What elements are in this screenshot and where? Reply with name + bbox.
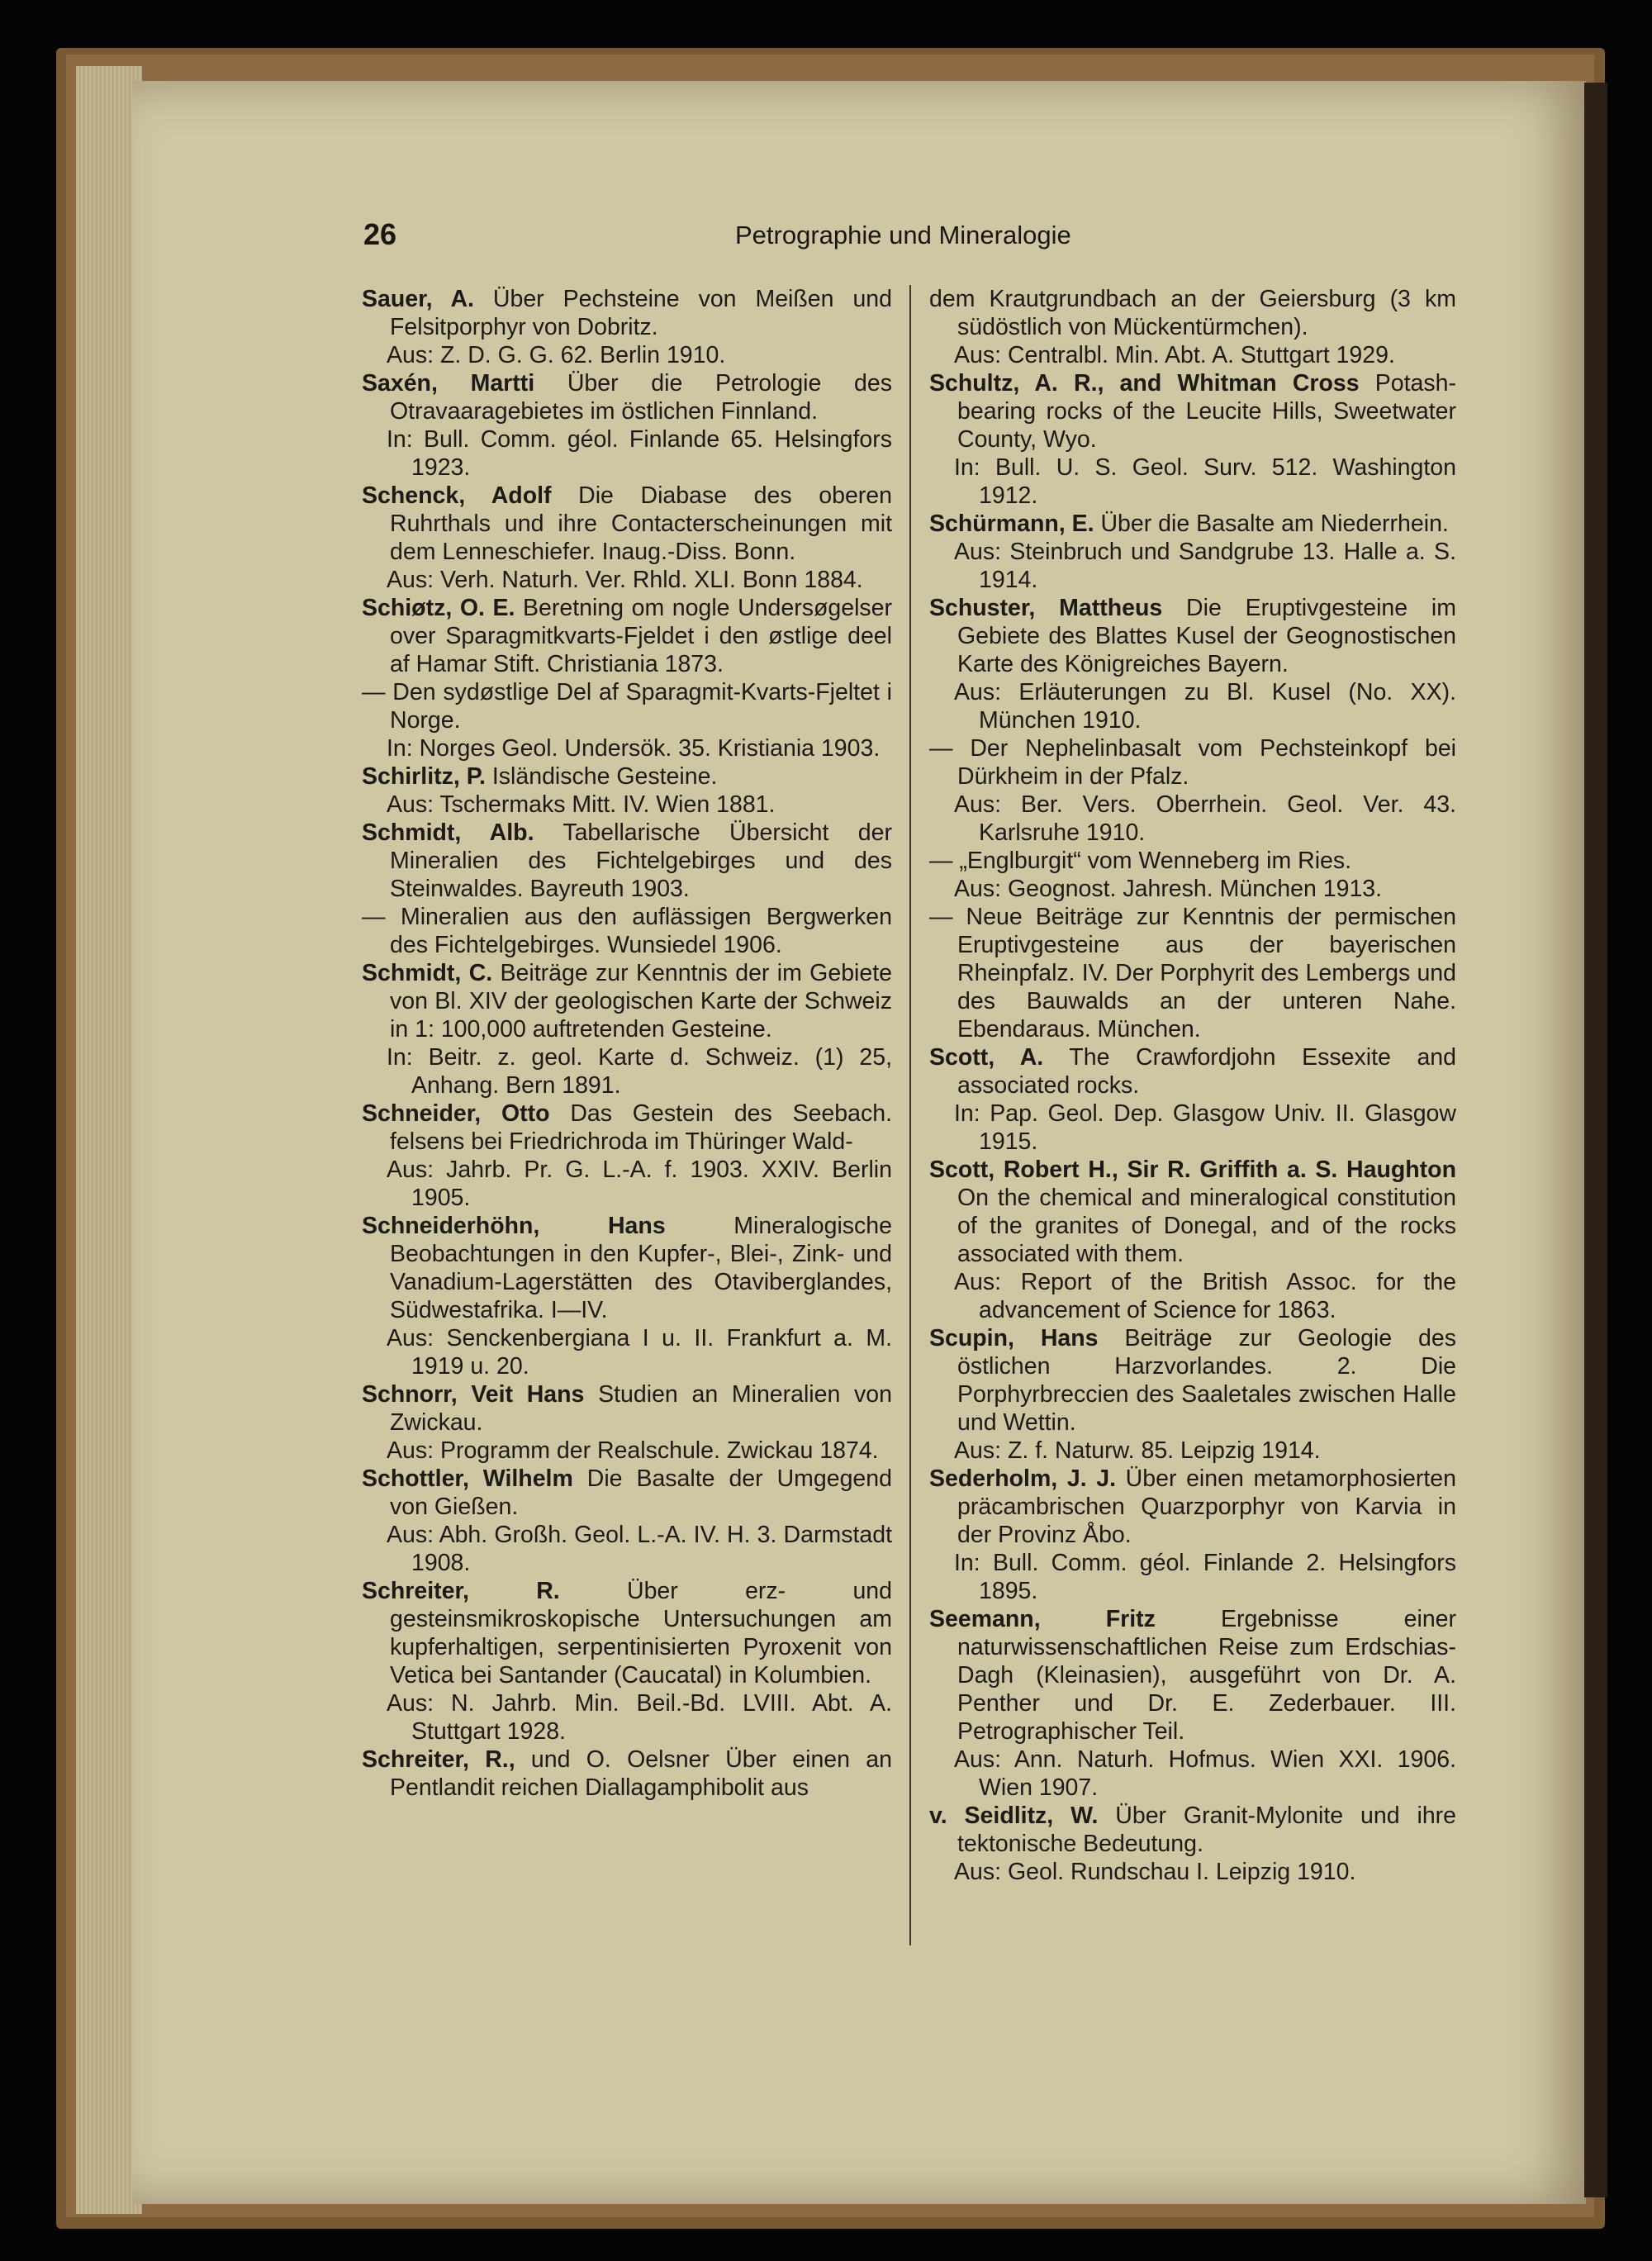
bibliography-entry — [929, 1605, 1456, 1746]
entry-text: Aus: Abh. Großh. Geol. L.-A. IV. H. 3. Darmstadt 1908. — [387, 1522, 892, 1576]
entry-text: In: Bull. Comm. géol. Finlande 2. Helsingfors 1895. — [954, 1550, 1456, 1604]
entry-author: Schottler, Wilhelm — [362, 1465, 573, 1492]
entry-text: Über Pechsteine von Meißen und Felsitporphyr von Dobritz. — [390, 286, 892, 340]
entry-text: Über Granit-Mylonite und ihre tektonische Bedeutung. — [957, 1803, 1457, 1857]
entry-text: Aus: Steinbruch und Sandgrube 13. Halle a. S. 1914. — [954, 539, 1456, 593]
bibliography-entry — [929, 1465, 1456, 1549]
entry-author: Schnorr, Veit Hans — [362, 1381, 585, 1408]
bibliography-entry — [362, 819, 892, 903]
bibliography-entry — [929, 847, 1456, 875]
right-column — [929, 285, 1456, 1886]
entry-text: Über die Petrologie des Otravaaragebietes im östlichen Finnland. — [390, 370, 892, 425]
entry-author: Schürmann, E. — [929, 511, 1094, 537]
bibliography-entry — [929, 1043, 1456, 1100]
source-line — [929, 1268, 1456, 1324]
bibliography-entry — [929, 285, 1456, 341]
source-line — [929, 454, 1456, 510]
entry-text: Über erz- und gesteinsmikroskopische Untersuchungen am kupferhaltigen, serpentinisierten Pyroxenit von Vetica bei Santander (Caucatal) in Kolumbien. — [390, 1578, 892, 1689]
entry-text: Aus: Senckenbergiana I u. II. Frankfurt a. M. 1919 u. 20. — [387, 1325, 892, 1380]
entry-author: Schenck, Adolf — [362, 482, 552, 509]
entry-text: Über einen metamorphosierten präcambrischen Quarzporphyr von Karvia in der Provinz Åbo. — [957, 1465, 1456, 1548]
source-line — [362, 1437, 892, 1465]
entry-text: — Den sydøstlige Del af Sparagmit-Kvarts-Fjeltet i Norge. — [362, 679, 892, 734]
entry-text: Beretning om nogle Undersøgelser over Sparagmitkvarts-Fjeldet i den østlige deel af Hamar Stift. Christiania 1873. — [390, 595, 892, 677]
entry-author: Schneider, Otto — [362, 1100, 550, 1127]
entry-text: In: Bull. U. S. Geol. Surv. 512. Washington 1912. — [954, 454, 1456, 509]
bibliography-entry — [929, 734, 1456, 791]
entry-text: In: Pap. Geol. Dep. Glasgow Univ. II. Glasgow 1915. — [954, 1100, 1456, 1155]
entry-text: On the chemical and mineralogical constitution of the granites of Donegal, and of the rocks associated with them. — [957, 1185, 1456, 1267]
bibliography-entry — [929, 369, 1456, 454]
entry-text: Beiträge zur Kenntnis der im Gebiete von Bl. XIV der geologischen Karte der Schweiz in 1: 100,000 auftretenden Gesteine. — [390, 960, 893, 1043]
bibliography-entry — [362, 1100, 892, 1156]
entry-text: Aus: Ann. Naturh. Hofmus. Wien XXI. 1906. Wien 1907. — [954, 1746, 1456, 1801]
gutter-shadow — [1584, 83, 1607, 2197]
entry-text: Potash-bearing rocks of the Leucite Hills, Sweetwater County, Wyo. — [957, 370, 1456, 453]
entry-text: dem Krautgrundbach an der Geiersburg (3 km südöstlich von Mückentürmchen). — [929, 286, 1456, 340]
entry-text: Aus: Jahrb. Pr. G. L.-A. f. 1903. XXIV. Berlin 1905. — [387, 1157, 892, 1211]
entry-text: In: Beitr. z. geol. Karte d. Schweiz. (1) 25, Anhang. Bern 1891. — [387, 1044, 892, 1099]
entry-author: Scupin, Hans — [929, 1325, 1099, 1351]
bibliography-entry — [929, 510, 1456, 538]
source-line — [929, 791, 1456, 847]
entry-text: und O. Oelsner Über einen an Pentlandit reichen Diallagamphibolit aus — [390, 1746, 892, 1801]
entry-author: Schreiter, R. — [362, 1578, 560, 1604]
entry-text: — Mineralien aus den auflässigen Bergwerken des Fichtelgebirges. Wunsiedel 1906. — [362, 904, 892, 958]
entry-text: Ergebnisse einer naturwissenschaftlichen Reise zum Erdschias-Dagh (Kleinasien), ausgeführt von Dr. A. Penther und Dr. E. Zederbauer. III. Petrographischer Teil. — [957, 1606, 1457, 1745]
entry-text: Aus: Tschermaks Mitt. IV. Wien 1881. — [387, 791, 776, 818]
bibliography-entry — [362, 903, 892, 959]
source-line — [362, 1156, 892, 1212]
bibliography-entry — [929, 1324, 1456, 1437]
source-line — [929, 1746, 1456, 1802]
entry-text: Aus: Ber. Vers. Oberrhein. Geol. Ver. 43. Karlsruhe 1910. — [954, 791, 1456, 846]
source-line — [362, 791, 892, 819]
entry-text: — Der Nephelinbasalt vom Pechsteinkopf bei Dürkheim in der Pfalz. — [929, 735, 1456, 790]
bibliography-entry — [362, 762, 892, 791]
entry-text: Aus: Centralbl. Min. Abt. A. Stuttgart 1929. — [954, 342, 1395, 368]
entry-text: Studien an Mineralien von Zwickau. — [390, 1381, 892, 1436]
bibliography-entry — [362, 1577, 892, 1689]
bibliography-entry — [362, 1746, 892, 1802]
page-title: Petrographie und Mineralogie — [735, 221, 1071, 249]
entry-text: Mineralogische Beobachtungen in den Kupfer-, Blei-, Zink- und Vanadium-Lagerstätten des Otaviberglandes, Südwestafrika. I—IV. — [390, 1213, 892, 1323]
entry-text: Das Gestein des Seebach. felsens bei Friedrichroda im Thüringer Wald- — [390, 1100, 892, 1155]
entry-text: Aus: Z. D. G. G. 62. Berlin 1910. — [387, 342, 726, 368]
entry-text: Aus: Programm der Realschule. Zwickau 1874. — [387, 1437, 879, 1464]
source-line — [362, 341, 892, 369]
bibliography-entry — [362, 1380, 892, 1437]
entry-author: Scott, Robert H., Sir R. Griffith a. S. Haughton — [929, 1157, 1456, 1183]
entry-text: Beiträge zur Geologie des östlichen Harzvorlandes. 2. Die Porphyrbreccien des Saaletales zwischen Halle und Wettin. — [957, 1325, 1456, 1436]
source-line — [929, 538, 1456, 594]
entry-author: Schiøtz, O. E. — [362, 595, 515, 621]
bibliography-entry — [362, 1212, 892, 1324]
entry-text: Aus: Report of the British Assoc. for the advancement of Science for 1863. — [954, 1269, 1456, 1323]
bibliography-entry — [362, 482, 892, 566]
bibliography-entry — [362, 369, 892, 425]
bibliography-entry — [362, 285, 892, 341]
bibliography-entry — [362, 959, 892, 1043]
entry-text: Über die Basalte am Niederrhein. — [1094, 511, 1449, 537]
entry-author: Schmidt, Alb. — [362, 819, 534, 846]
entry-text: In: Bull. Comm. géol. Finlande 65. Helsingfors 1923. — [387, 426, 892, 481]
entry-author: Seemann, Fritz — [929, 1606, 1156, 1632]
entry-text: Aus: Verh. Naturh. Ver. Rhld. XLI. Bonn 1884. — [387, 567, 863, 593]
entry-text: — „Englburgit“ vom Wenneberg im Ries. — [929, 848, 1352, 874]
source-line — [929, 678, 1456, 734]
entry-author: v. Seidlitz, W. — [929, 1803, 1099, 1829]
source-line — [362, 1521, 892, 1577]
entry-author: Schultz, A. R., and Whitman Cross — [929, 370, 1360, 397]
entry-author: Sauer, A. — [362, 286, 474, 312]
source-line — [362, 1324, 892, 1380]
source-line — [362, 566, 892, 594]
entry-text: Isländische Gesteine. — [485, 763, 718, 790]
entry-author: Schuster, Mattheus — [929, 595, 1163, 621]
source-line — [362, 734, 892, 762]
entry-text: The Crawfordjohn Essexite and associated rocks. — [957, 1044, 1456, 1099]
source-line — [362, 425, 892, 482]
entry-text: Aus: Z. f. Naturw. 85. Leipzig 1914. — [954, 1437, 1321, 1464]
entry-text: Aus: N. Jahrb. Min. Beil.-Bd. LVIII. Abt. A. Stuttgart 1928. — [387, 1690, 892, 1745]
entry-author: Schreiter, R., — [362, 1746, 515, 1773]
left-column — [362, 285, 892, 1802]
source-line — [362, 1689, 892, 1746]
column-divider — [909, 285, 911, 1945]
source-line — [929, 1100, 1456, 1156]
entry-author: Schirlitz, P. — [362, 763, 486, 790]
bibliography-entry — [362, 678, 892, 734]
entry-text: Aus: Erläuterungen zu Bl. Kusel (No. XX). München 1910. — [954, 679, 1456, 734]
bibliography-entry — [929, 1802, 1456, 1858]
page-number: 26 — [363, 217, 397, 251]
bibliography-entry — [929, 594, 1456, 678]
entry-text: Die Basalte der Umgegend von Gießen. — [390, 1465, 892, 1520]
entry-text: — Neue Beiträge zur Kenntnis der permischen Eruptivgesteine aus der bayerischen Rheinpfalz. IV. Der Porphyrit des Lembergs und des Bauwalds an der unteren Nahe. Ebendaraus. München. — [929, 904, 1456, 1043]
bibliography-entry — [929, 1156, 1456, 1268]
entry-text: Aus: Geol. Rundschau I. Leipzig 1910. — [954, 1859, 1356, 1885]
entry-text: Tabellarische Übersicht der Mineralien des Fichtelgebirges und des Steinwaldes. Bayreuth 1903. — [390, 819, 892, 902]
entry-text: Die Eruptivgesteine im Gebiete des Blattes Kusel der Geognostischen Karte des Königreiches Bayern. — [957, 595, 1456, 677]
entry-author: Sederholm, J. J. — [929, 1465, 1117, 1492]
source-line — [929, 1858, 1456, 1886]
source-line — [929, 875, 1456, 903]
source-line — [929, 341, 1456, 369]
bibliography-entry — [362, 594, 892, 678]
entry-author: Schmidt, C. — [362, 960, 493, 986]
source-line — [929, 1437, 1456, 1465]
entry-text: Die Diabase des oberen Ruhrthals und ihre Contacterscheinungen mit dem Lenneschiefer. Inaug.-Diss. Bonn. — [390, 482, 892, 565]
entry-text: Aus: Geognost. Jahresh. München 1913. — [954, 876, 1383, 902]
entry-author: Schneiderhöhn, Hans — [362, 1213, 666, 1239]
source-line — [362, 1043, 892, 1100]
bibliography-entry — [929, 903, 1456, 1043]
entry-author: Scott, A. — [929, 1044, 1044, 1071]
bibliography-entry — [362, 1465, 892, 1521]
source-line — [929, 1549, 1456, 1605]
entry-author: Saxén, Martti — [362, 370, 535, 397]
entry-text: In: Norges Geol. Undersök. 35. Kristiania 1903. — [387, 735, 881, 762]
running-head — [363, 217, 1470, 259]
